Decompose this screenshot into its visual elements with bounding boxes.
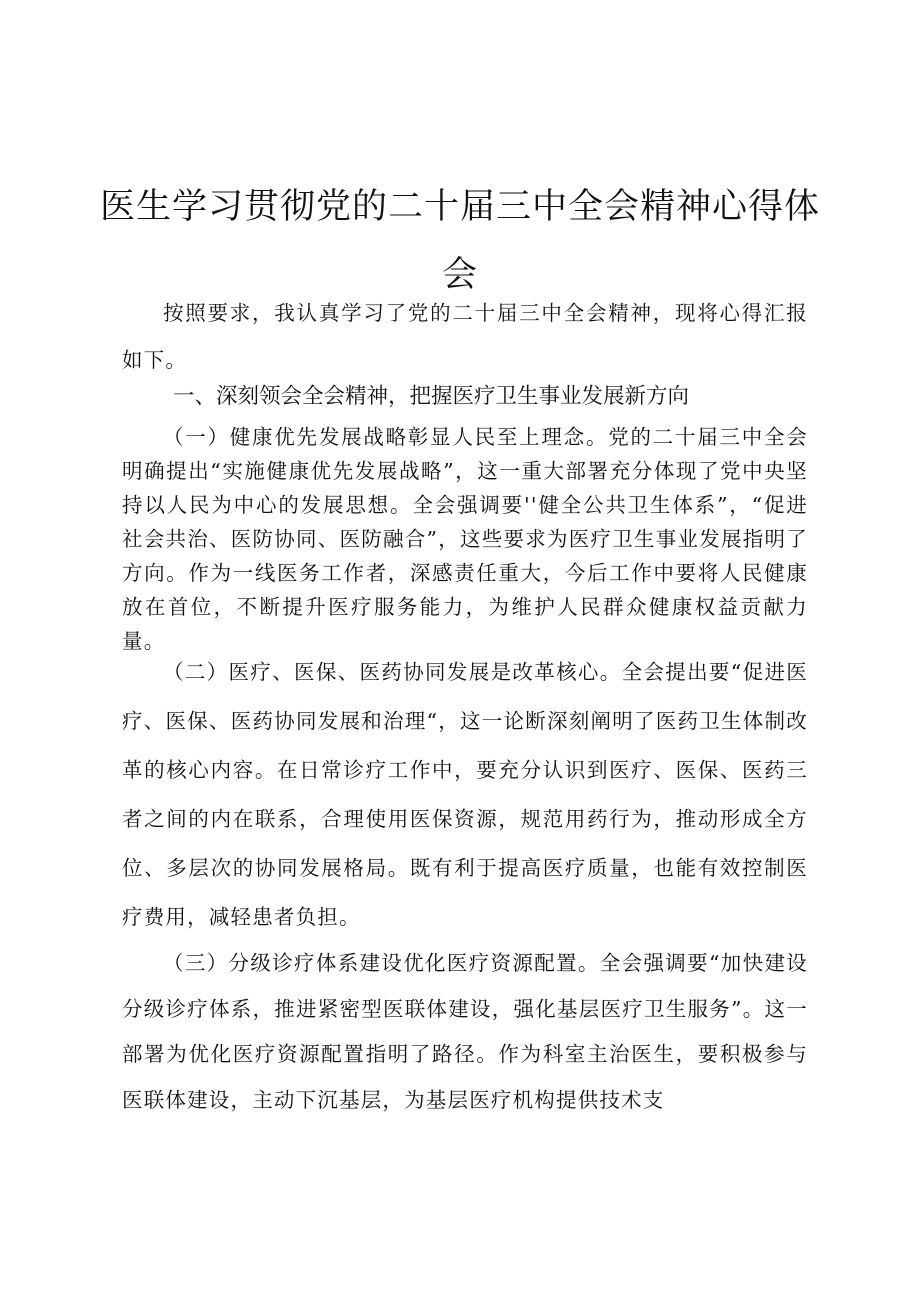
document-title [0,173,920,309]
title-line-1: 医生学习贯彻党的二十届三中全会精神心得体 [99,187,820,227]
section-1-heading: 一、深刻领会全会精神，把握医疗卫生事业发展新方向 [173,384,690,409]
paragraph-1: （一）健康优先发展战略彰显人民至上理念。党的二十届三中全会明确提出“实施健康优先发展战略”，这一重大部署充分体现了党中央坚持以人民为中心的发展思想。全会强调要''健全公共卫生体系”，“促进社会共治、医防协同、医防融合”，这些要求为医疗卫生事业发展指明了方向。作为一线医务工作者，深感责任重大，今后工作中要将人民健康放在首位，不断提升医疗服务能力，为维护人民群众健康权益贡献力量。 [122,425,808,653]
intro-paragraph: 按照要求，我认真学习了党的二十届三中全会精神，现将心得汇报如下。 [122,301,808,372]
paragraph-3: （三）分级诊疗体系建设优化医疗资源配置。全会强调要“加快建设分级诊疗体系，推进紧密型医联体建设，强化基层医疗卫生服务”。这一部署为优化医疗资源配置指明了路径。作为科室主治医生，要积极参与医联体建设，主动下沉基层，为基层医疗机构提供技术支 [122,951,808,1112]
title-line-2: 会 [441,255,478,295]
paragraph-2: （二）医疗、医保、医药协同发展是改革核心。全会提出要“促进医疗、医保、医药协同发展和治理“，这一论断深刻阐明了医药卫生体制改革的核心内容。在日常诊疗工作中，要充分认识到医疗、医保、医药三者之间的内在联系，合理使用医保资源，规范用药行为，推动形成全方位、多层次的协同发展格局。既有利于提高医疗质量，也能有效控制医疗费用，减轻患者负担。 [122,660,808,929]
